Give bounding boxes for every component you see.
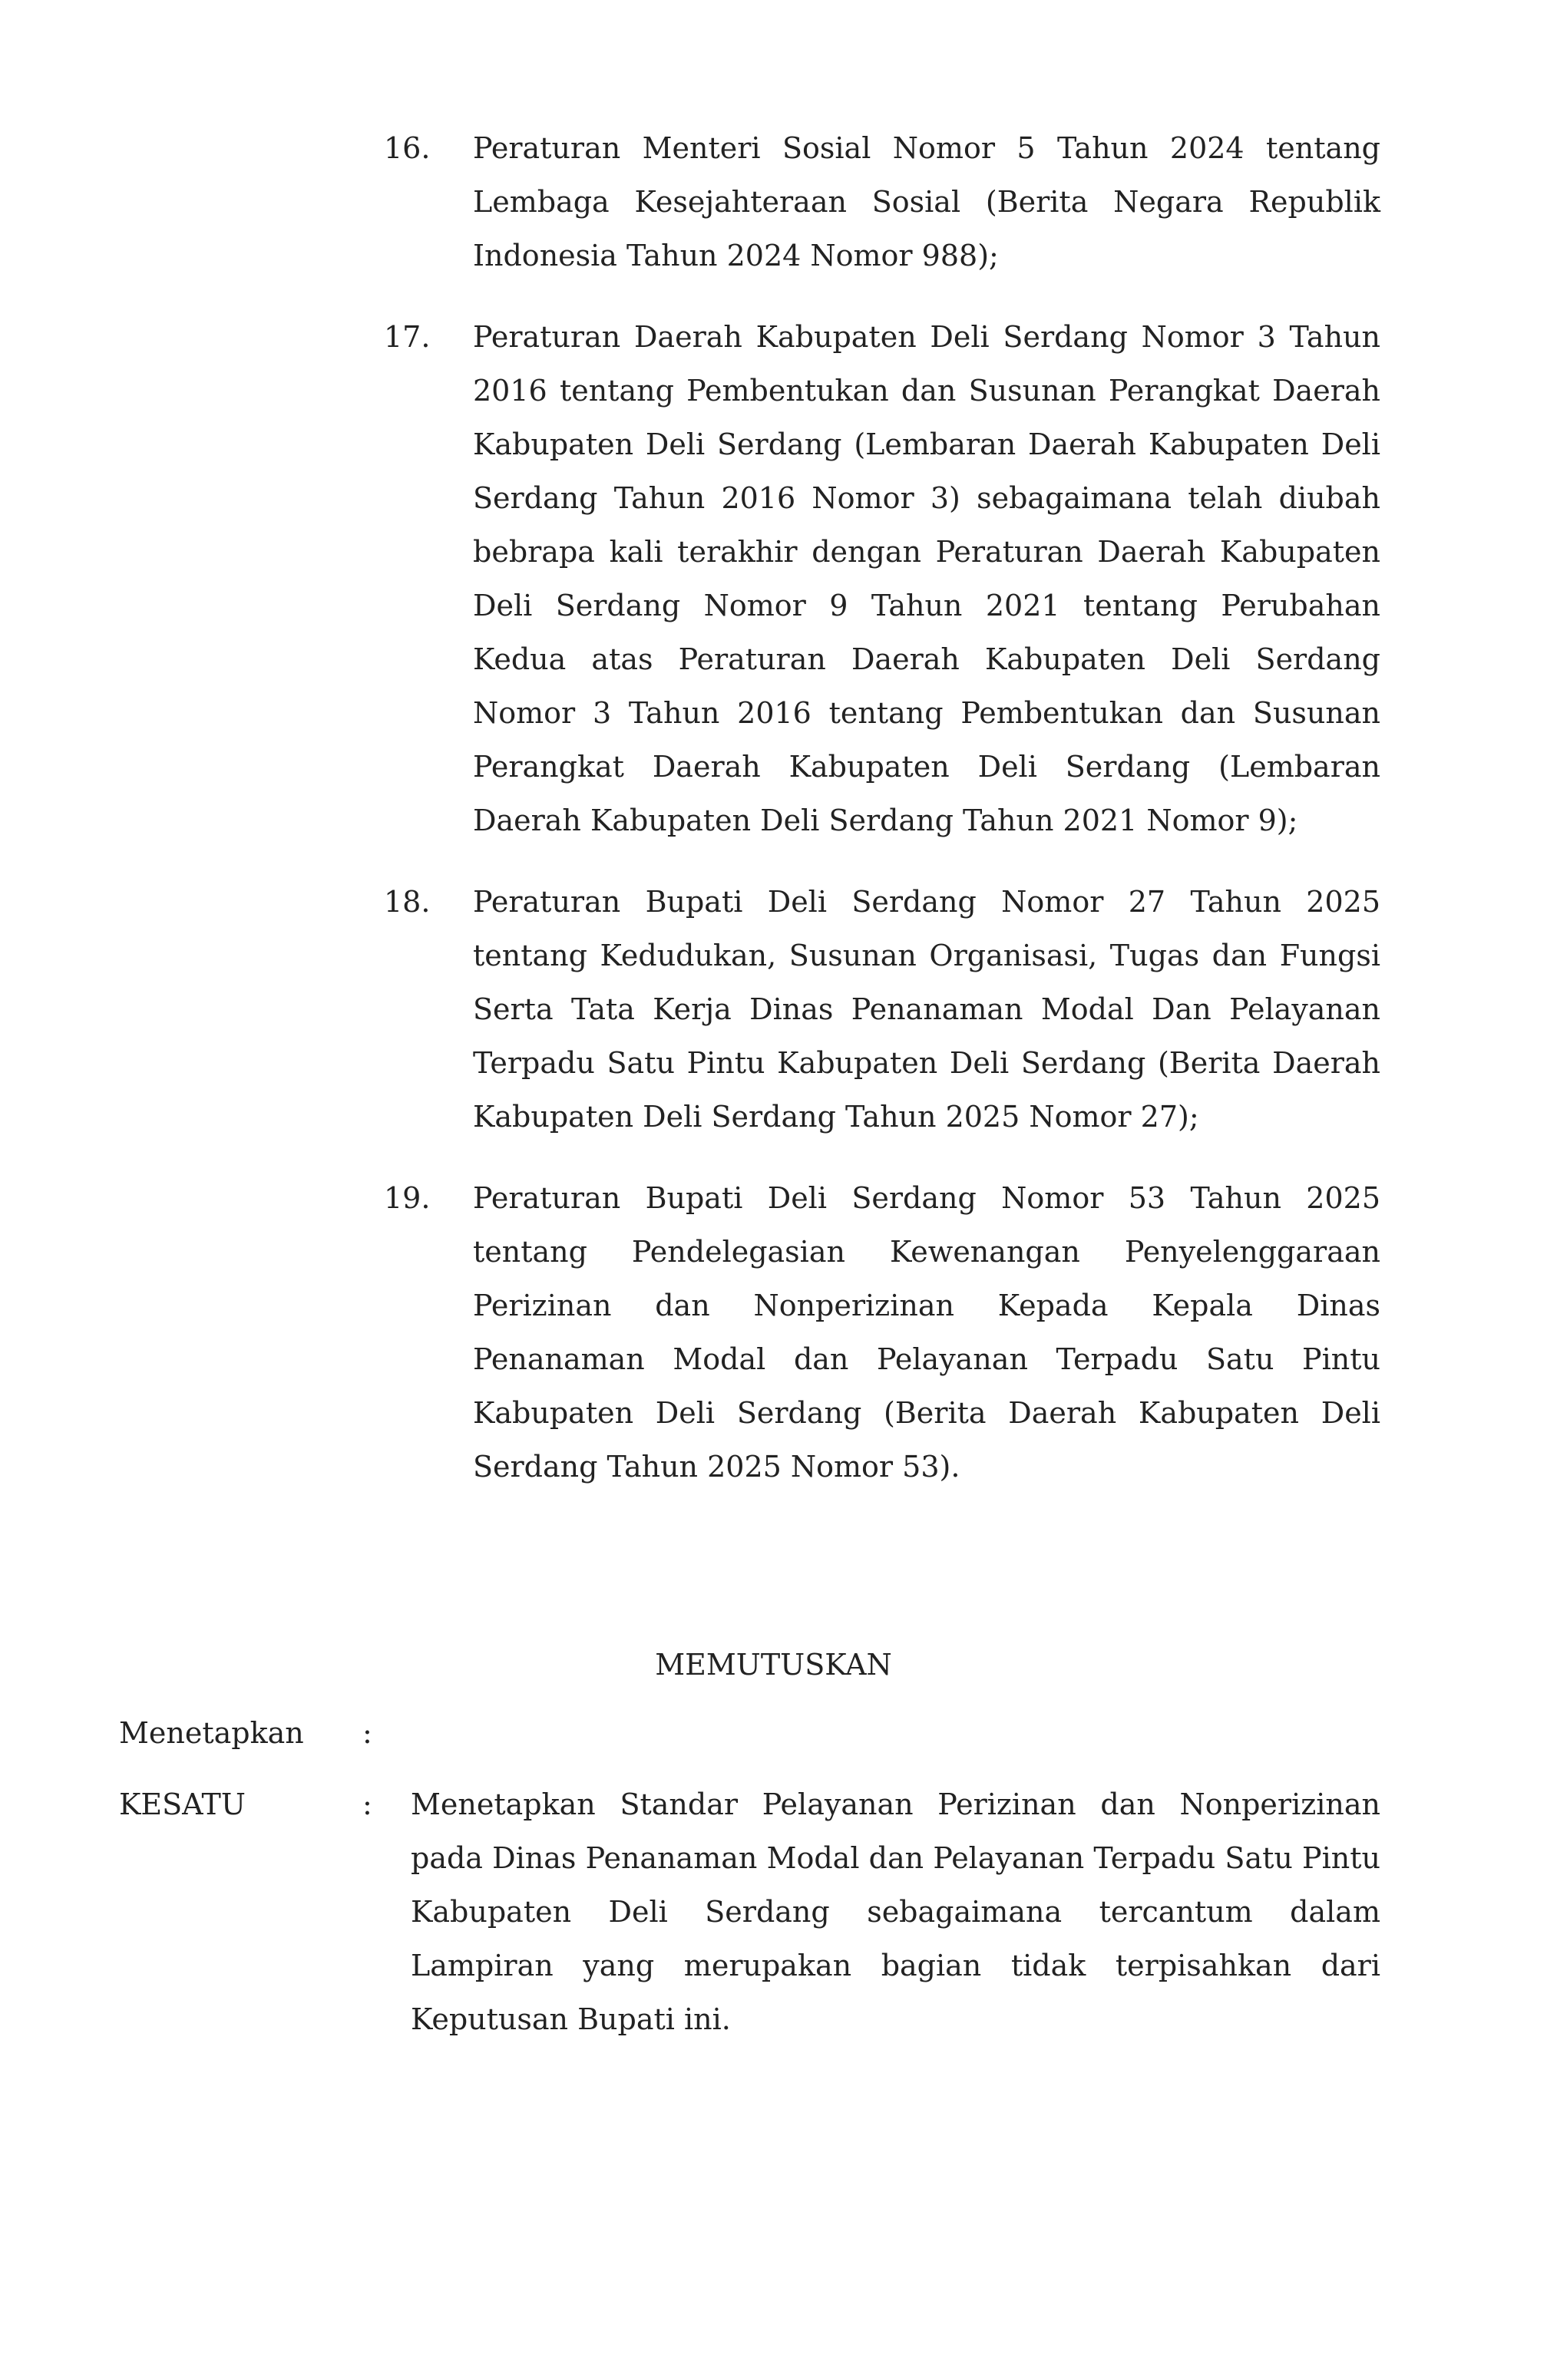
kesatu-text: Menetapkan Standar Pelayanan Perizinan dan Nonperizinan pada Dinas Penanaman Modal dan Pelayanan Terpadu Satu Pintu Kabupaten Deli Serdang sebagaimana tercantum dalam Lampiran yang merupakan bagian tidak terpisahkan dari Keputusan Bupati ini. — [411, 1787, 1380, 2036]
item-text: Peraturan Menteri Sosial Nomor 5 Tahun 2024 tentang Lembaga Kesejahteraan Sosial (Berita Negara Republik Indonesia Tahun 2024 Nomor 988); — [473, 131, 1380, 272]
item-text: Peraturan Daerah Kabupaten Deli Serdang Nomor 3 Tahun 2016 tentang Pembentukan dan Susunan Perangkat Daerah Kabupaten Deli Serdang (Lembaran Daerah Kabupaten Deli Serdang Tahun 2016 Nomor 3) sebagaimana telah diubah bebrapa kali terakhir dengan Peraturan Daerah Kabupaten Deli Serdang Nomor 9 Tahun 2021 tentang Perubahan Kedua atas Peraturan Daerah Kabupaten Deli Serdang Nomor 3 Tahun 2016 tentang Pembentukan dan Susunan Perangkat Daerah Kabupaten Deli Serdang (Lembaran Daerah Kabupaten Deli Serdang Tahun 2021 Nomor 9); — [473, 320, 1380, 837]
item-text: Peraturan Bupati Deli Serdang Nomor 27 Tahun 2025 tentang Kedudukan, Susunan Organisasi, Tugas dan Fungsi Serta Tata Kerja Dinas Penanaman Modal Dan Pelayanan Terpadu Satu Pintu Kabupaten Deli Serdang (Berita Daerah Kabupaten Deli Serdang Tahun 2025 Nomor 27); — [473, 885, 1380, 1134]
legal-basis-list — [384, 121, 1380, 1521]
kesatu-row — [119, 1778, 1380, 2046]
list-item — [384, 121, 1380, 282]
item-number: 18. — [384, 885, 431, 919]
list-item — [384, 875, 1380, 1144]
item-text: Peraturan Bupati Deli Serdang Nomor 53 Tahun 2025 tentang Pendelegasian Kewenangan Penyelenggaraan Perizinan dan Nonperizinan Kepada Kepala Dinas Penanaman Modal dan Pelayanan Terpadu Satu Pintu Kabupaten Deli Serdang (Berita Daerah Kabupaten Deli Serdang Tahun 2025 Nomor 53). — [473, 1181, 1380, 1484]
item-number: 17. — [384, 320, 431, 354]
list-item — [384, 310, 1380, 847]
list-item — [384, 1171, 1380, 1494]
item-number: 16. — [384, 131, 431, 165]
menetapkan-colon: : — [362, 1716, 372, 1750]
item-number: 19. — [384, 1181, 431, 1215]
kesatu-label: KESATU — [119, 1787, 246, 1821]
kesatu-colon: : — [362, 1787, 372, 1821]
decision-heading: MEMUTUSKAN — [655, 1648, 892, 1682]
menetapkan-label: Menetapkan — [119, 1716, 304, 1750]
